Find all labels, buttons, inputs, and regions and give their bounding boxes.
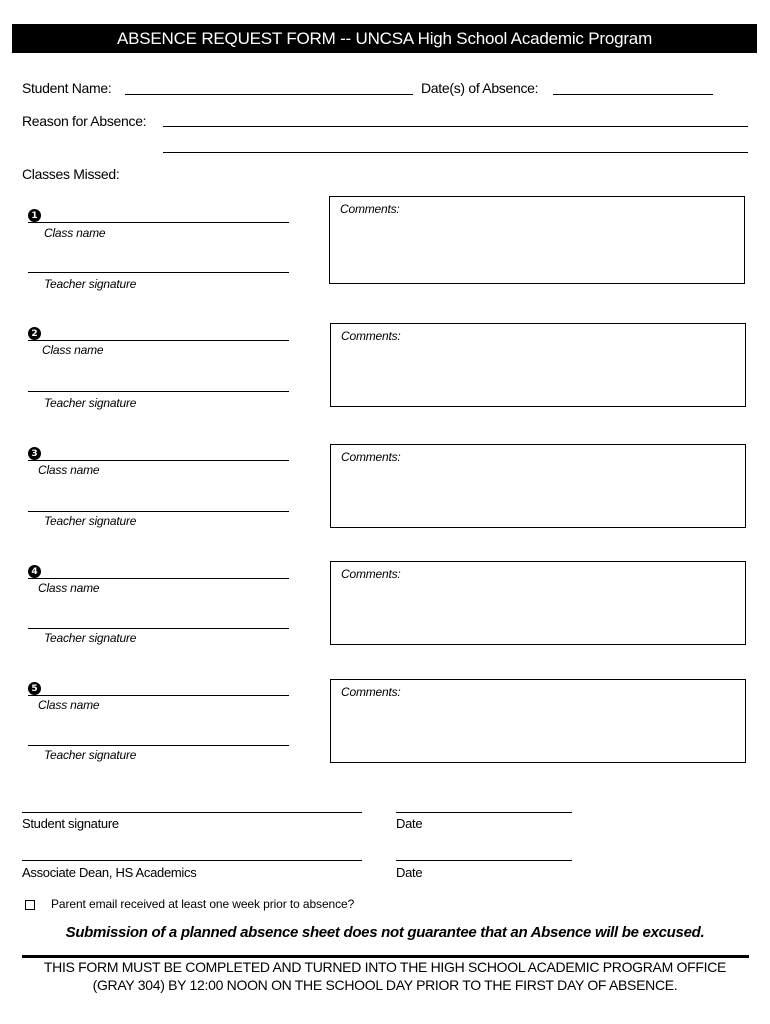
reason-label: Reason for Absence: (22, 113, 147, 129)
classes-missed-label: Classes Missed: (22, 166, 120, 182)
teacher-signature-field-1[interactable] (28, 272, 289, 273)
dates-of-absence-field[interactable] (553, 94, 713, 95)
class-name-label-2: Class name (42, 343, 104, 357)
comments-label-3: Comments: (341, 450, 401, 464)
class-number-4-icon: 4 (28, 565, 41, 578)
class-name-field-2[interactable] (28, 340, 289, 341)
class-name-label-4: Class name (38, 581, 100, 595)
footer-line-1: THIS FORM MUST BE COMPLETED AND TURNED INTO THE HIGH SCHOOL ACADEMIC PROGRAM OFFICE (43, 959, 727, 975)
comments-box-4[interactable] (330, 561, 746, 645)
teacher-signature-label-4: Teacher signature (44, 631, 137, 645)
teacher-signature-field-4[interactable] (28, 628, 289, 629)
comments-label-1: Comments: (340, 202, 400, 216)
class-name-field-5[interactable] (28, 695, 289, 696)
student-name-label: Student Name: (22, 80, 112, 96)
comments-label-5: Comments: (341, 685, 401, 699)
class-name-label-3: Class name (38, 463, 100, 477)
dates-of-absence-label: Date(s) of Absence: (421, 80, 539, 96)
dean-signature-label: Associate Dean, HS Academics (22, 865, 197, 880)
comments-box-3[interactable] (330, 444, 746, 528)
teacher-signature-label-5: Teacher signature (44, 748, 137, 762)
reason-field-line-2[interactable] (163, 152, 748, 153)
class-number-1-icon: 1 (28, 209, 41, 222)
dean-signature-field[interactable] (22, 860, 362, 861)
teacher-signature-label-3: Teacher signature (44, 514, 137, 528)
form-title: ABSENCE REQUEST FORM -- UNCSA High School Academic Program (12, 24, 757, 53)
class-name-field-3[interactable] (28, 460, 289, 461)
class-number-5-icon: 5 (28, 682, 41, 695)
dean-date-label: Date (396, 865, 423, 880)
footer-line-2: (GRAY 304) BY 12:00 NOON ON THE SCHOOL DAY PRIOR TO THE FIRST DAY OF ABSENCE. (92, 977, 678, 993)
student-date-label: Date (396, 816, 423, 831)
teacher-signature-label-1: Teacher signature (44, 277, 137, 291)
student-name-field[interactable] (125, 94, 413, 95)
student-signature-field[interactable] (22, 812, 362, 813)
footer-notice (15, 958, 755, 994)
class-name-label-5: Class name (38, 698, 100, 712)
class-name-field-4[interactable] (28, 578, 289, 579)
comments-box-2[interactable] (330, 323, 746, 407)
teacher-signature-field-2[interactable] (28, 391, 289, 392)
class-name-field-1[interactable] (28, 222, 289, 223)
student-date-field[interactable] (396, 812, 572, 813)
dean-date-field[interactable] (396, 860, 572, 861)
student-signature-label: Student signature (22, 816, 119, 831)
class-number-3-icon: 3 (28, 447, 41, 460)
reason-field-line-1[interactable] (163, 126, 748, 127)
class-name-label-1: Class name (44, 226, 106, 240)
comments-label-2: Comments: (341, 329, 401, 343)
parent-email-checkbox[interactable] (25, 900, 35, 910)
teacher-signature-field-3[interactable] (28, 511, 289, 512)
teacher-signature-field-5[interactable] (28, 745, 289, 746)
parent-email-label: Parent email received at least one week prior to absence? (51, 897, 355, 911)
comments-box-1[interactable] (329, 196, 745, 284)
disclaimer-text: Submission of a planned absence sheet does not guarantee that an Absence will be excused. (65, 924, 705, 941)
teacher-signature-label-2: Teacher signature (44, 396, 137, 410)
comments-box-5[interactable] (330, 679, 746, 763)
class-number-2-icon: 2 (28, 327, 41, 340)
comments-label-4: Comments: (341, 567, 401, 581)
